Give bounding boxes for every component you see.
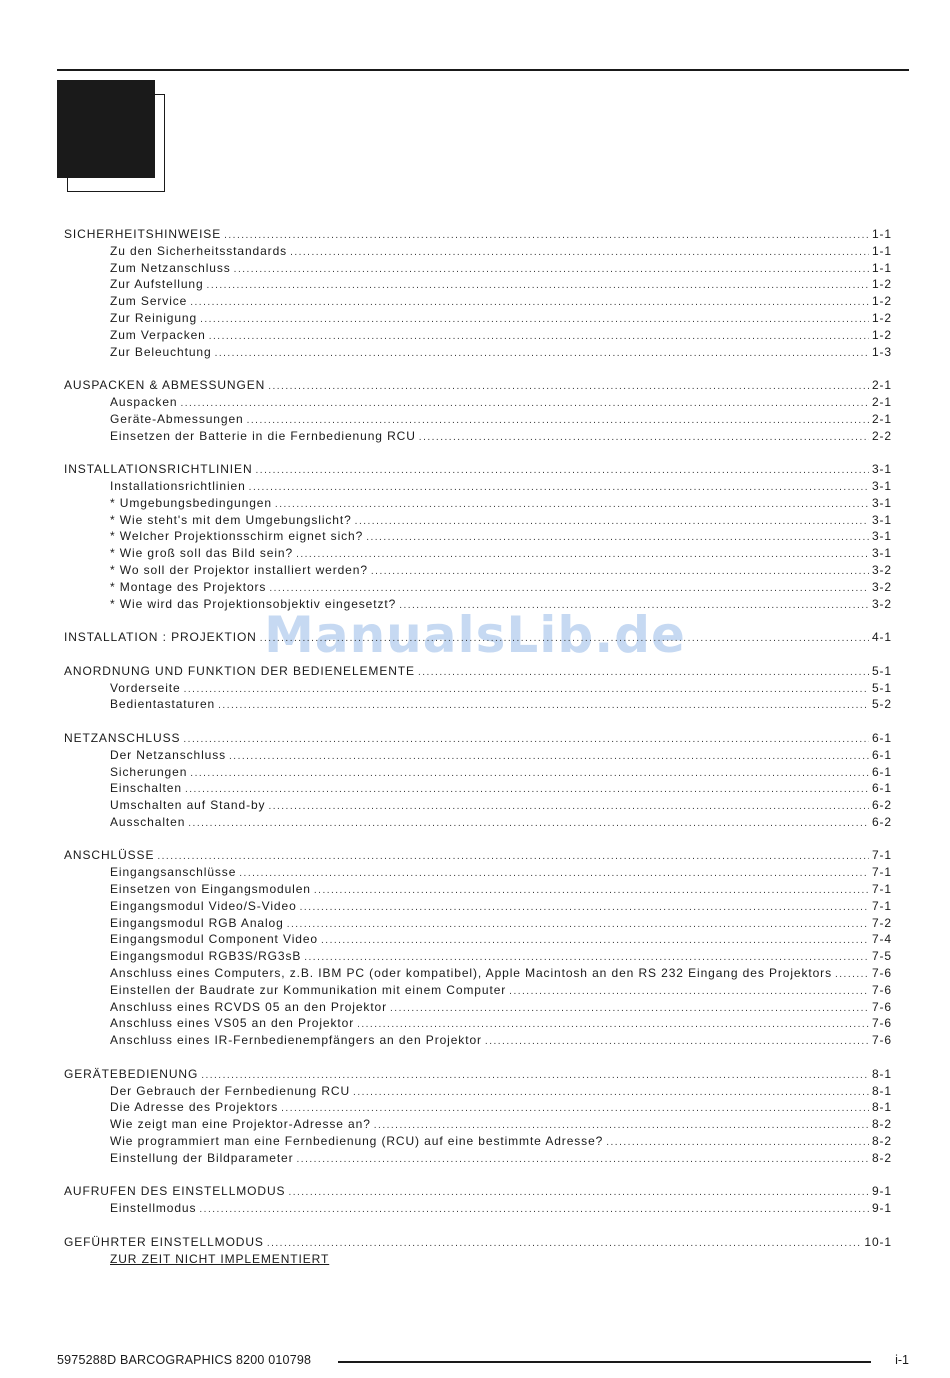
dot-leader — [183, 734, 869, 745]
toc-entry-page: 7-6 — [871, 966, 892, 981]
toc-entry-label: Einstellung der Bildparameter — [110, 1150, 294, 1165]
toc-subentry[interactable] — [64, 294, 892, 311]
toc-entry-label: Bedientastaturen — [110, 697, 216, 712]
toc-entry-page: 9-1 — [871, 1184, 892, 1199]
toc-entry-label: * Wie steht's mit dem Umgebungslicht? — [110, 512, 352, 527]
toc-entry-label: Eingangsanschlüsse — [110, 865, 237, 880]
toc-entry-page: 5-2 — [871, 697, 892, 712]
toc-entry-page: 6-1 — [871, 781, 892, 796]
toc-subentry[interactable] — [64, 244, 892, 261]
dot-leader — [234, 264, 869, 275]
dot-leader — [353, 1087, 869, 1098]
toc-entry-label: Umschalten auf Stand-by — [110, 798, 266, 813]
toc-entry-page: 2-1 — [871, 394, 892, 409]
toc-subentry[interactable] — [64, 815, 892, 832]
toc-entry-page: 7-4 — [871, 932, 892, 947]
dot-leader — [209, 331, 869, 342]
toc-section — [64, 731, 892, 832]
toc-section-heading[interactable] — [64, 664, 892, 681]
toc-subentry[interactable] — [64, 328, 892, 345]
footer-page-number: i-1 — [895, 1353, 909, 1367]
dot-leader — [201, 1070, 869, 1081]
toc-subentry[interactable] — [64, 261, 892, 278]
toc-entry-label: ANORDNUNG UND FUNKTION DER BEDIENELEMENTE — [64, 663, 415, 678]
toc-entry-label: Anschluss eines VS05 an den Projektor — [110, 1016, 355, 1031]
toc-entry-label: AUSPACKEN & ABMESSUNGEN — [64, 378, 266, 393]
toc-entry-label: Der Gebrauch der Fernbedienung RCU — [110, 1083, 351, 1098]
toc-entry-page: 7-1 — [871, 848, 892, 863]
toc-subentry[interactable] — [64, 983, 892, 1000]
toc-subentry[interactable] — [64, 1000, 892, 1017]
dot-leader — [207, 280, 869, 291]
toc-entry-label: Anschluss eines IR-Fernbedienempfängers an den Projektor — [110, 1033, 482, 1048]
dot-leader — [509, 986, 869, 997]
dot-leader — [268, 801, 869, 812]
toc-entry-label: ANSCHLÜSSE — [64, 848, 155, 863]
toc-entry-label: * Wie wird das Projektionsobjektiv eingesetzt? — [110, 596, 397, 611]
toc-subentry[interactable] — [64, 529, 892, 546]
dot-leader — [314, 885, 869, 896]
toc-subentry[interactable] — [64, 697, 892, 714]
toc-subentry[interactable] — [64, 681, 892, 698]
dot-leader — [355, 516, 869, 527]
toc-entry-page: 1-1 — [871, 227, 892, 241]
toc-entry-page: 2-1 — [871, 411, 892, 426]
dot-leader — [390, 1003, 869, 1014]
dot-leader — [190, 768, 869, 779]
toc-entry-page: 3-1 — [871, 512, 892, 527]
toc-entry-page: 4-1 — [871, 630, 892, 645]
toc-entry-page: 3-2 — [871, 596, 892, 611]
toc-entry-page: 6-2 — [871, 814, 892, 829]
toc-entry-label: Einstellmodus — [110, 1201, 197, 1216]
dot-leader — [357, 1019, 869, 1030]
toc-section-heading[interactable] — [64, 1184, 892, 1201]
toc-section — [64, 1235, 892, 1269]
toc-subentry[interactable] — [64, 345, 892, 362]
toc-entry-page: 2-1 — [871, 378, 892, 393]
dot-leader — [290, 247, 869, 258]
toc-section-heading[interactable] — [64, 462, 892, 479]
toc-entry-page: 8-1 — [871, 1066, 892, 1081]
toc-subentry[interactable] — [64, 1151, 892, 1168]
toc-subentry[interactable] — [64, 597, 892, 614]
toc-entry-label: Installationsrichtlinien — [110, 478, 246, 493]
toc-section-heading[interactable] — [64, 1235, 892, 1252]
dot-leader — [188, 818, 869, 829]
toc-subentry[interactable] — [64, 1016, 892, 1033]
toc-entry-page: 8-1 — [871, 1083, 892, 1098]
dot-leader — [247, 415, 869, 426]
toc-section-heading[interactable] — [64, 630, 892, 647]
toc-subentry[interactable] — [64, 798, 892, 815]
toc-entry-page: 8-2 — [871, 1134, 892, 1149]
toc-entry-label: Eingangsmodul Component Video — [110, 932, 319, 947]
toc-entry-page: 5-1 — [871, 680, 892, 695]
toc-subentry[interactable] — [64, 580, 892, 597]
dot-leader — [321, 935, 869, 946]
toc-subentry[interactable] — [64, 882, 892, 899]
toc-entry-page: 2-2 — [871, 428, 892, 443]
toc-entry-page: 1-3 — [871, 344, 892, 359]
toc-entry-label: SICHERHEITSHINWEISE — [64, 227, 222, 241]
toc-entry-label: * Montage des Projektors — [110, 579, 267, 594]
toc-section-heading[interactable] — [64, 227, 892, 244]
toc-section-heading[interactable] — [64, 848, 892, 865]
dot-leader — [199, 1204, 869, 1215]
toc-entry-page: 1-2 — [871, 277, 892, 292]
toc-subentry[interactable] — [64, 1134, 892, 1151]
toc-subentry[interactable] — [64, 1100, 892, 1117]
toc-entry-page: 6-2 — [871, 798, 892, 813]
toc-entry-page: 8-1 — [871, 1100, 892, 1115]
toc-entry-page: 1-1 — [871, 260, 892, 275]
toc-section — [64, 1067, 892, 1168]
toc-subentry[interactable] — [64, 311, 892, 328]
toc-entry-label: Wie zeigt man eine Projektor-Adresse an? — [110, 1117, 371, 1132]
toc-entry-label: Der Netzanschluss — [110, 747, 227, 762]
toc-subentry[interactable] — [64, 966, 892, 983]
toc-entry-page: 10-1 — [864, 1234, 892, 1249]
toc-section — [64, 664, 892, 714]
toc-entry-page: 7-5 — [871, 949, 892, 964]
toc-entry-label: AUFRUFEN DES EINSTELLMODUS — [64, 1184, 286, 1199]
dot-leader — [366, 532, 869, 543]
toc-subentry[interactable] — [64, 748, 892, 765]
toc-section — [64, 378, 892, 445]
toc-entry-label: Zur Reinigung — [110, 310, 198, 325]
toc-entry-label: Zur Aufstellung — [110, 277, 204, 292]
toc-subentry[interactable] — [64, 1084, 892, 1101]
dot-leader — [224, 230, 869, 241]
dot-leader — [296, 549, 869, 560]
toc-subentry[interactable] — [64, 479, 892, 496]
toc-entry-page: 7-1 — [871, 865, 892, 880]
toc-entry-page: 8-2 — [871, 1117, 892, 1132]
toc-subentry[interactable] — [64, 429, 892, 446]
dot-leader — [260, 633, 869, 644]
toc-section — [64, 848, 892, 1050]
toc-entry-page: 6-1 — [871, 747, 892, 762]
chapter-block — [57, 80, 155, 178]
toc-subentry[interactable] — [64, 563, 892, 580]
toc-entry-label: Die Adresse des Projektors — [110, 1100, 279, 1115]
dot-leader — [157, 851, 869, 862]
dot-leader — [218, 700, 869, 711]
dot-leader — [200, 314, 869, 325]
toc-entry-label: Eingangsmodul RGB Analog — [110, 915, 284, 930]
dot-leader — [185, 784, 869, 795]
toc-entry-page: 3-2 — [871, 579, 892, 594]
toc-section — [64, 462, 892, 613]
watermark: ManualsLib.de — [264, 606, 686, 664]
dot-leader — [190, 297, 869, 308]
toc-entry-label: Anschluss eines Computers, z.B. IBM PC (oder kompatibel), Apple Macintosh an den RS 232 Eingang des Projektors — [110, 966, 832, 981]
toc-entry-label: Zum Service — [110, 294, 188, 309]
table-of-contents — [64, 227, 892, 1285]
toc-entry-page: 1-2 — [871, 294, 892, 309]
toc-subentry[interactable] — [64, 865, 892, 882]
toc-subentry[interactable] — [64, 1201, 892, 1218]
toc-entry-label: GERÄTEBEDIENUNG — [64, 1066, 199, 1081]
toc-section — [64, 1184, 892, 1218]
toc-entry-page: 7-1 — [871, 882, 892, 897]
toc-entry-label: * Welcher Projektionsschirm eignet sich? — [110, 529, 364, 544]
toc-section-heading[interactable] — [64, 731, 892, 748]
toc-subentry[interactable] — [64, 513, 892, 530]
toc-entry-label: * Wie groß soll das Bild sein? — [110, 546, 294, 561]
toc-section — [64, 630, 892, 647]
toc-entry-label: Einschalten — [110, 781, 182, 796]
toc-entry-label: Auspacken — [110, 394, 178, 409]
dot-leader — [287, 919, 869, 930]
toc-entry-label: Zur Beleuchtung — [110, 344, 212, 359]
toc-entry-label: Vorderseite — [110, 680, 181, 695]
dot-leader — [304, 952, 869, 963]
toc-entry-label: Einstellen der Baudrate zur Kommunikation mit einem Computer — [110, 982, 507, 997]
dot-leader — [606, 1137, 869, 1148]
toc-entry-page: 3-1 — [871, 546, 892, 561]
toc-subentry[interactable] — [64, 916, 892, 933]
toc-entry-page: 7-6 — [871, 982, 892, 997]
toc-entry-page: 7-6 — [871, 999, 892, 1014]
toc-subentry[interactable] — [64, 546, 892, 563]
toc-subentry[interactable] — [64, 277, 892, 294]
toc-entry-page: 7-1 — [871, 898, 892, 913]
dot-leader — [418, 667, 869, 678]
toc-subentry[interactable] — [64, 1033, 892, 1050]
toc-entry-page: 9-1 — [871, 1201, 892, 1216]
toc-entry-label: Einsetzen von Eingangsmodulen — [110, 882, 311, 897]
toc-entry-label: INSTALLATIONSRICHTLINIEN — [64, 462, 253, 477]
toc-subentry[interactable] — [64, 412, 892, 429]
toc-entry-label: Zu den Sicherheitsstandards — [110, 243, 288, 258]
toc-subentry[interactable] — [64, 781, 892, 798]
top-rule — [57, 69, 909, 71]
toc-entry-page: 7-6 — [871, 1016, 892, 1031]
dot-leader — [281, 1103, 869, 1114]
dot-leader — [215, 348, 869, 359]
toc-entry-label: Zum Verpacken — [110, 327, 206, 342]
dot-leader — [485, 1036, 869, 1047]
toc-entry-label: Wie programmiert man eine Fernbedienung (RCU) auf eine bestimmte Adresse? — [110, 1134, 604, 1149]
dot-leader — [268, 381, 869, 392]
dot-leader — [269, 583, 869, 594]
toc-section — [64, 227, 892, 361]
dot-leader — [374, 1120, 869, 1131]
dot-leader — [229, 751, 869, 762]
toc-entry-label: Einsetzen der Batterie in die Fernbedienung RCU — [110, 428, 416, 443]
toc-subentry[interactable] — [64, 395, 892, 412]
toc-entry-page: 7-2 — [871, 915, 892, 930]
dot-leader — [399, 600, 869, 611]
dot-leader — [275, 499, 869, 510]
toc-entry-page: 1-1 — [871, 243, 892, 258]
toc-entry-page: 8-2 — [871, 1150, 892, 1165]
toc-section-heading[interactable] — [64, 378, 892, 395]
toc-entry-label: * Umgebungsbedingungen — [110, 495, 272, 510]
toc-entry-label: Ausschalten — [110, 814, 186, 829]
page-footer — [57, 1353, 909, 1369]
footer-doc-id: 5975288D BARCOGRAPHICS 8200 010798 — [57, 1353, 312, 1367]
toc-entry-page: 5-1 — [871, 663, 892, 678]
toc-subentry[interactable] — [64, 765, 892, 782]
toc-subentry[interactable] — [64, 496, 892, 513]
toc-entry-page: 3-2 — [871, 562, 892, 577]
toc-entry-label: Sicherungen — [110, 764, 188, 779]
dot-leader — [184, 684, 869, 695]
toc-entry-page: 1-2 — [871, 327, 892, 342]
toc-entry-label: * Wo soll der Projektor installiert werden? — [110, 562, 368, 577]
toc-entry-label: GEFÜHRTER EINSTELLMODUS — [64, 1234, 264, 1249]
dot-leader — [297, 1154, 869, 1165]
dot-leader — [249, 482, 869, 493]
footer-rule — [338, 1361, 871, 1363]
toc-subentry[interactable] — [64, 932, 892, 949]
dot-leader — [256, 465, 869, 476]
toc-subentry[interactable] — [64, 1117, 892, 1134]
toc-section-heading[interactable] — [64, 1067, 892, 1084]
toc-subentry[interactable] — [64, 899, 892, 916]
dot-leader — [267, 1238, 862, 1249]
dot-leader — [300, 902, 869, 913]
toc-note: ZUR ZEIT NICHT IMPLEMENTIERT — [110, 1251, 330, 1266]
toc-entry-page: 3-1 — [871, 462, 892, 477]
dot-leader — [835, 969, 869, 980]
toc-entry-page: 3-1 — [871, 495, 892, 510]
dot-leader — [371, 566, 869, 577]
toc-entry-label: Anschluss eines RCVDS 05 an den Projektor — [110, 999, 388, 1014]
toc-entry-page: 7-6 — [871, 1033, 892, 1048]
toc-entry-label: Geräte-Abmessungen — [110, 411, 244, 426]
toc-entry-page: 3-1 — [871, 529, 892, 544]
dot-leader — [288, 1187, 869, 1198]
toc-entry-page: 6-1 — [871, 764, 892, 779]
toc-entry-label: INSTALLATION : PROJEKTION — [64, 630, 257, 645]
toc-entry-label: Eingangsmodul Video/S-Video — [110, 898, 297, 913]
toc-entry-label: Eingangsmodul RGB3S/RG3sB — [110, 949, 302, 964]
toc-entry-label: NETZANSCHLUSS — [64, 730, 181, 745]
toc-entry-page: 3-1 — [871, 478, 892, 493]
toc-subentry[interactable] — [64, 949, 892, 966]
toc-entry-page: 6-1 — [871, 730, 892, 745]
toc-entry-label: Zum Netzanschluss — [110, 260, 231, 275]
dot-leader — [239, 868, 869, 879]
toc-entry-page: 1-2 — [871, 310, 892, 325]
dot-leader — [180, 398, 868, 409]
dot-leader — [419, 432, 869, 443]
